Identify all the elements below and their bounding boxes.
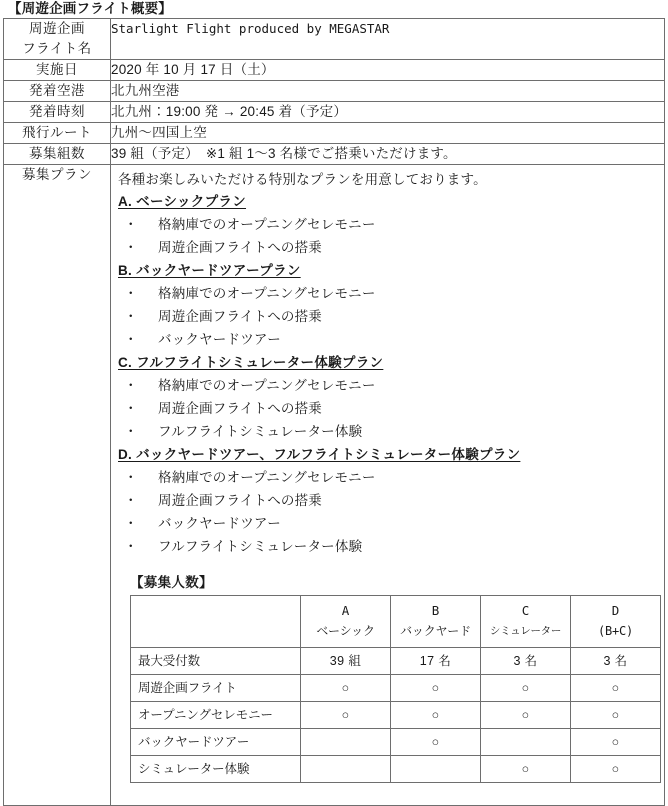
row-label-plans	[4, 165, 111, 806]
capacity-cell: ○	[481, 756, 571, 783]
capacity-cell	[301, 729, 391, 756]
capacity-cell: ○	[571, 756, 661, 783]
bullet-icon: ・	[124, 539, 138, 554]
capacity-corner-cell	[131, 596, 301, 648]
row-label-groups	[4, 144, 111, 165]
capacity-cell: ○	[301, 702, 391, 729]
list-item-label: 周遊企画フライトへの搭乗	[158, 240, 322, 255]
capacity-cell: 3 名	[571, 648, 661, 675]
list-item-label: 格納庫でのオープニングセレモニー	[158, 286, 376, 301]
plan-block-b	[118, 259, 660, 282]
bullet-icon: ・	[124, 217, 138, 232]
row-label-line: 発着空港	[29, 83, 85, 98]
capacity-column-d	[571, 596, 661, 648]
list-item-label: 周遊企画フライトへの搭乗	[158, 309, 322, 324]
table-row-route	[4, 123, 665, 144]
capacity-row-label: 最大受付数	[131, 648, 301, 675]
column-name: (B+C)	[597, 624, 634, 638]
capacity-table-body	[131, 648, 661, 783]
row-value-time: 北九州：19:00 発 → 20:45 着（予定）	[111, 102, 665, 123]
row-value-airport: 北九州空港	[111, 81, 665, 102]
row-label-flight-name	[4, 19, 111, 60]
row-value-route: 九州〜四国上空	[111, 123, 665, 144]
capacity-cell: ○	[571, 729, 661, 756]
column-name: ベーシック	[316, 624, 375, 638]
bullet-icon: ・	[124, 240, 138, 255]
plan-item-list-b	[118, 282, 660, 351]
row-value-groups: 39 組（予定） ※1 組 1〜3 名様でご搭乗いただけます。	[111, 144, 665, 165]
capacity-column-a	[301, 596, 391, 648]
capacity-row-label: シミュレーター体験	[131, 756, 301, 783]
list-item	[118, 213, 660, 236]
plan-intro-text: 各種お楽しみいただける特別なプランを用意しております。	[118, 172, 487, 187]
list-item-label: 周遊企画フライトへの搭乗	[158, 401, 322, 416]
row-label-line: 実施日	[36, 62, 78, 77]
bullet-icon: ・	[124, 309, 138, 324]
table-bottom-spacer	[130, 783, 660, 801]
list-item	[118, 489, 660, 512]
list-item-label: 格納庫でのオープニングセレモニー	[158, 217, 376, 232]
table-row-plans	[4, 165, 665, 806]
table-row-groups	[4, 144, 665, 165]
bullet-icon: ・	[124, 332, 138, 347]
capacity-column-c	[481, 596, 571, 648]
bullet-icon: ・	[124, 493, 138, 508]
capacity-cell: ○	[481, 702, 571, 729]
plan-block-c	[118, 351, 660, 374]
bullet-icon: ・	[124, 401, 138, 416]
row-label-line: 周遊企画	[29, 21, 85, 36]
column-letter: C	[521, 603, 530, 618]
flight-overview-table	[3, 18, 665, 806]
capacity-cell: ○	[391, 675, 481, 702]
capacity-cell: ○	[391, 729, 481, 756]
capacity-cell	[391, 756, 481, 783]
bullet-icon: ・	[124, 286, 138, 301]
capacity-cell: 17 名	[391, 648, 481, 675]
plan-heading-a: A. ベーシックプラン	[118, 194, 247, 209]
capacity-column-b	[391, 596, 481, 648]
column-name: バックヤード	[400, 624, 471, 638]
table-row	[131, 702, 661, 729]
list-item-label: フルフライトシミュレーター体験	[158, 424, 363, 439]
list-item-label: 周遊企画フライトへの搭乗	[158, 493, 322, 508]
capacity-cell: 39 組	[301, 648, 391, 675]
plan-item-list-c	[118, 374, 660, 443]
plan-item-list-a	[118, 213, 660, 259]
row-label-airport	[4, 81, 111, 102]
plan-heading-c: C. フルフライトシミュレーター体験プラン	[118, 355, 384, 370]
capacity-cell: ○	[481, 675, 571, 702]
list-item	[118, 236, 660, 259]
row-label-line: 発着時刻	[29, 104, 85, 119]
table-row	[131, 756, 661, 783]
overview-table-body	[4, 19, 665, 806]
capacity-row-label: オープニングセレモニー	[131, 702, 301, 729]
list-item	[118, 420, 660, 443]
capacity-table-head	[131, 596, 661, 648]
list-item-label: バックヤードツアー	[158, 516, 281, 531]
list-item	[118, 512, 660, 535]
table-row	[131, 648, 661, 675]
row-value-plans	[111, 165, 665, 806]
row-value-flight-name: Starlight Flight produced by MEGASTAR	[111, 19, 665, 60]
list-item	[118, 374, 660, 397]
capacity-cell: ○	[391, 702, 481, 729]
plan-body	[111, 165, 664, 805]
bullet-icon: ・	[124, 516, 138, 531]
plan-block-a	[118, 190, 660, 213]
list-item-label: 格納庫でのオープニングセレモニー	[158, 470, 376, 485]
row-label-time	[4, 102, 111, 123]
list-item-label: フルフライトシミュレーター体験	[158, 539, 363, 554]
column-name: シミュレーター	[489, 625, 562, 637]
capacity-cell: ○	[571, 702, 661, 729]
table-row	[131, 729, 661, 756]
row-label-line: フライト名	[22, 41, 92, 56]
row-label-route	[4, 123, 111, 144]
column-letter: B	[431, 603, 440, 618]
list-item-label: 格納庫でのオープニングセレモニー	[158, 378, 376, 393]
list-item	[118, 535, 660, 558]
plan-item-list-d	[118, 466, 660, 558]
capacity-cell	[301, 756, 391, 783]
bullet-icon: ・	[124, 378, 138, 393]
page-title: 【周遊企画フライト概要】	[8, 1, 172, 16]
column-letter: D	[611, 603, 620, 618]
capacity-section	[118, 572, 660, 801]
capacity-table	[130, 595, 661, 783]
row-value-date: 2020 年 10 月 17 日（土）	[111, 60, 665, 81]
table-row	[131, 675, 661, 702]
capacity-cell: ○	[571, 675, 661, 702]
list-item	[118, 466, 660, 489]
table-row-date	[4, 60, 665, 81]
plan-heading-b: B. バックヤードツアープラン	[118, 263, 301, 278]
list-item	[118, 282, 660, 305]
table-row-time	[4, 102, 665, 123]
list-item	[118, 305, 660, 328]
capacity-table-title: 【募集人数】	[130, 575, 213, 590]
row-label-date	[4, 60, 111, 81]
plan-block-d	[118, 443, 660, 466]
capacity-cell: ○	[301, 675, 391, 702]
list-item	[118, 397, 660, 420]
list-item	[118, 328, 660, 351]
table-row-flight-name	[4, 19, 665, 60]
row-label-line: 募集プラン	[22, 167, 92, 182]
column-letter: A	[341, 603, 350, 618]
table-row-airport	[4, 81, 665, 102]
capacity-cell: 3 名	[481, 648, 571, 675]
list-item-label: バックヤードツアー	[158, 332, 281, 347]
row-label-line: 飛行ルート	[22, 125, 92, 140]
capacity-cell	[481, 729, 571, 756]
row-label-line: 募集組数	[29, 146, 85, 161]
capacity-row-label: バックヤードツアー	[131, 729, 301, 756]
bullet-icon: ・	[124, 424, 138, 439]
plan-heading-d: D. バックヤードツアー、フルフライトシミュレーター体験プラン	[118, 447, 521, 462]
capacity-header-row	[131, 596, 661, 648]
capacity-row-label: 周遊企画フライト	[131, 675, 301, 702]
bullet-icon: ・	[124, 470, 138, 485]
